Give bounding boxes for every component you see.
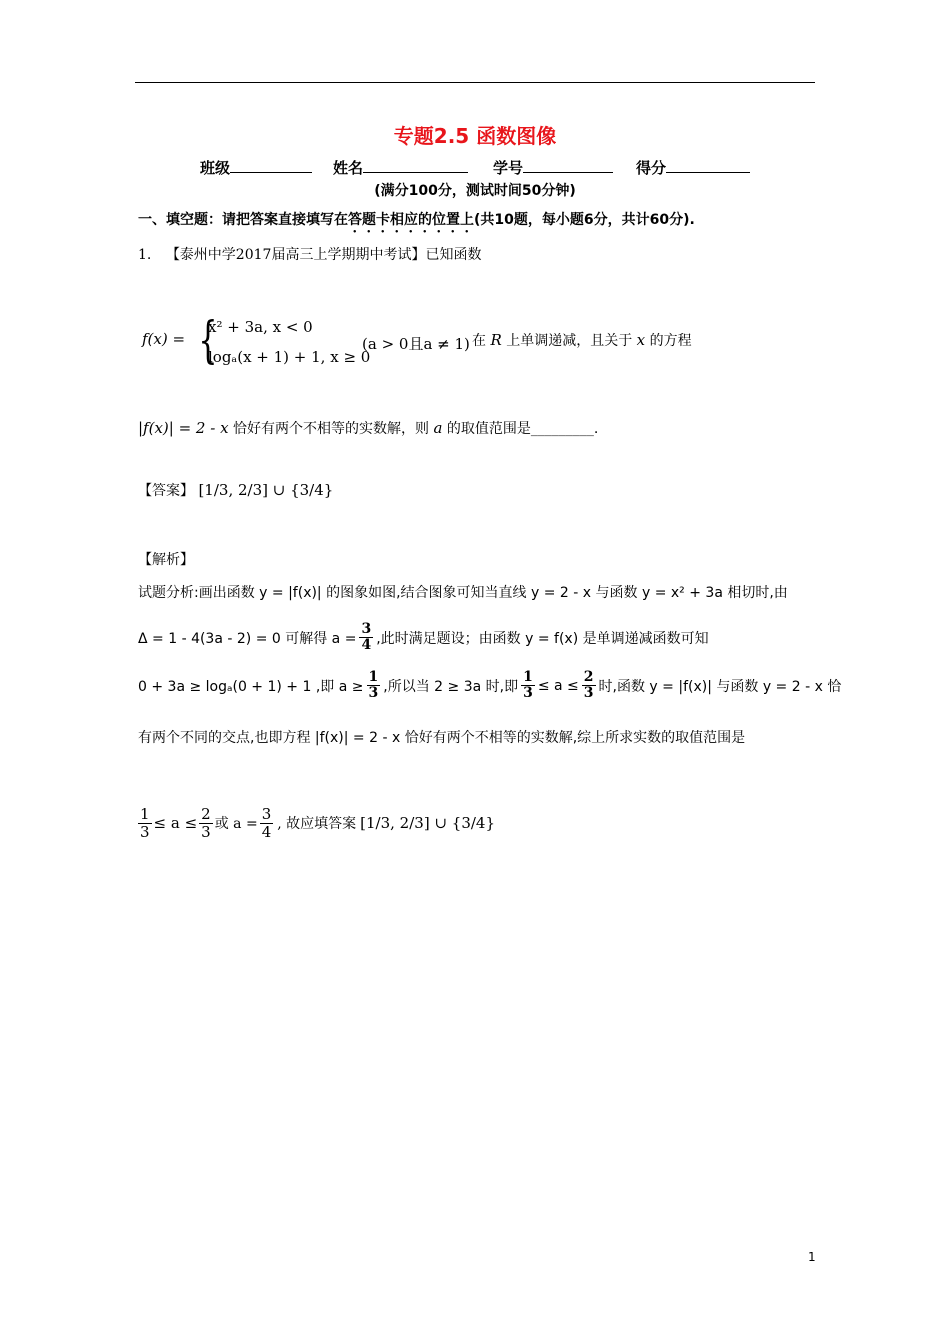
piecewise-case-2: logₐ(x + 1) + 1, x ≥ 0 xyxy=(208,348,371,366)
on-text: 在 xyxy=(472,333,486,349)
var-R: R xyxy=(490,331,502,349)
var-x: x xyxy=(636,331,646,349)
piecewise-case-1: x² + 3a, x < 0 xyxy=(208,318,313,336)
question-1-source xyxy=(138,244,481,264)
answer-line xyxy=(138,480,333,500)
analysis-line-3 xyxy=(138,670,841,702)
analysis-line-5 xyxy=(138,806,495,840)
analysis-line-3b: ,所以当 2 ≥ 3a 时,即 xyxy=(383,678,519,695)
analysis-line-3a: 0 + 3a ≥ logₐ(0 + 1) + 1 ,即 a ≥ xyxy=(138,678,364,695)
analysis-line-3c: ≤ a ≤ xyxy=(537,677,579,694)
analysis-line-5b: 或 a = xyxy=(214,816,258,832)
analysis-line-5a: ≤ a ≤ xyxy=(153,814,198,832)
score-label: 得分 xyxy=(636,159,667,177)
question-number: 1. xyxy=(138,247,152,263)
question-equation: |f(x)| = 2 - x xyxy=(138,419,229,437)
score-blank xyxy=(666,158,750,173)
name-label: 姓名 xyxy=(333,159,364,177)
analysis-line-2b: ,此时满足题设；由函数 y = f(x) 是单调递减函数可知 xyxy=(376,630,709,647)
function-condition: (a > 0且a ≠ 1) xyxy=(362,335,470,353)
test-note: (满分100分，测试时间50分钟) xyxy=(374,183,576,199)
analysis-line-1: 试题分析:画出函数 y = |f(x)| 的图象如图,结合图象可知当直线 y = 2 - x 与函数 y = x² + 3a 相切时,由 xyxy=(138,585,788,601)
var-a: a xyxy=(433,419,443,437)
function-lhs: f(x) = xyxy=(142,330,186,348)
mid-text: 上单调递减，且关于 xyxy=(506,333,633,349)
section-suffix: (共10题，每小题6分，共计60分). xyxy=(474,212,695,228)
fraction-2-3-b: $\frac{2}{3}$ xyxy=(201,805,211,841)
id-blank xyxy=(523,158,613,173)
page-number: 1 xyxy=(808,1250,816,1264)
end-text: 的方程 xyxy=(649,333,692,349)
class-blank xyxy=(230,158,312,173)
analysis-line-2 xyxy=(138,622,709,654)
fraction-3-4-b: $\frac{3}{4}$ xyxy=(261,805,272,841)
header-rule xyxy=(135,82,815,83)
analysis-line-5c: , 故应填答案 xyxy=(277,816,357,832)
class-label: 班级 xyxy=(200,159,231,177)
fraction-1-3-b: $\frac{1}{3}$ xyxy=(523,669,533,702)
id-label: 学号 xyxy=(493,159,524,177)
piecewise-brace: { xyxy=(198,311,218,369)
section-prefix: 一、填空题：请把答案直接填写在 xyxy=(138,212,348,228)
answer-value: [1/3, 2/3] ∪ {3/4} xyxy=(198,481,334,499)
analysis-line-4: 有两个不同的交点,也即方程 |f(x)| = 2 - x 恰好有两个不相等的实数解,综上所求实数的取值范围是 xyxy=(138,730,746,746)
class-field xyxy=(200,157,312,178)
eq-text: 恰好有两个不相等的实数解，则 xyxy=(233,421,429,437)
fraction-2-3: $\frac{2}{3}$ xyxy=(583,669,594,702)
analysis-label: 【解析】 xyxy=(138,552,194,568)
question-text-1 xyxy=(472,330,692,350)
analysis-line-2a: Δ = 1 - 4(3a - 2) = 0 可解得 a = xyxy=(138,630,357,647)
section-emphasis: 答题卡相应的位置上 xyxy=(348,212,474,228)
id-field xyxy=(493,157,613,178)
answer-label: 【答案】 xyxy=(138,483,194,499)
fraction-3-4: $\frac{3}{4}$ xyxy=(361,621,372,654)
question-source: 【泰州中学2017届高三上学期期中考试】已知函数 xyxy=(165,247,482,263)
final-answer: [1/3, 2/3] ∪ {3/4} xyxy=(360,814,496,832)
fraction-1-3: $\frac{1}{3}$ xyxy=(368,669,379,702)
question-text-2 xyxy=(138,418,598,438)
analysis-line-3d: 时,函数 y = |f(x)| 与函数 y = 2 - x 恰 xyxy=(598,678,842,695)
score-field xyxy=(636,157,750,178)
name-field xyxy=(333,157,468,178)
fraction-1-3-c: $\frac{1}{3}$ xyxy=(140,805,150,841)
section-heading xyxy=(138,209,695,236)
name-blank xyxy=(363,158,468,173)
ask-text: 的取值范围是_________. xyxy=(446,421,599,437)
page-title: 专题2.5 函数图像 xyxy=(393,124,557,148)
